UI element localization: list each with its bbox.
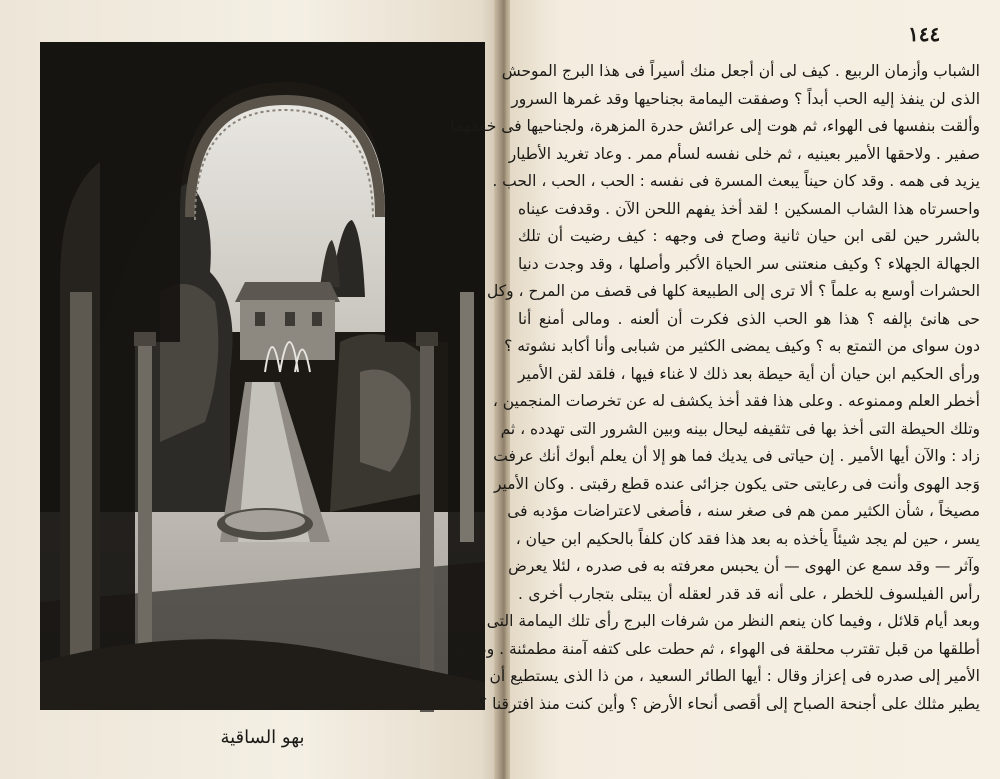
text-line: يزيد فى همه . وقد كان حيناً يبعث المسرة فى نفسه : الحب ، الحب ، الحب . (492, 172, 980, 190)
text-line: الشباب وأزمان الربيع . كيف لى أن أجعل منك أسيراً فى هذا البرج الموحش (501, 62, 980, 80)
text-line: رأس الفيلسوف للخطر ، على أنه قد قدر لعقله أن يبتلى بتجارب أخرى . (518, 584, 980, 603)
text-line: الذى لن ينفذ إليه الحب أبداً ؟ وصفقت اليمامة بجناحيها وقد غمرها السرور (511, 89, 980, 108)
photo-caption: بهو الساقية (220, 727, 305, 748)
body-text (450, 58, 980, 718)
text-line: يطير مثلك على أجنحة الصباح إلى أقصى أنحاء الأرض ؟ وأين كنت منذ افترقنا ؟ (478, 694, 980, 713)
text-line: أطلقها من قبل تقترب محلقة فى الهواء ، ثم حطت على كتفه آمنة مطمئنة . وضمها (452, 639, 980, 658)
text-line: وتلك الحيطة التى أخذ بها فى تثقيفه ليحال بينه وبين الشرور التى تهدده ، ثم (500, 419, 980, 438)
text-line: حى هانئ بإلفه ؟ هذا هو الحب الذى فكرت أن ألعنه . ومالى أمنع أنا (518, 309, 980, 328)
text-line: صفير . ولاحقها الأمير بعينيه ، ثم خلى نفسه لسأم ممر . وعاد تغريد الأطيار (508, 144, 980, 163)
text-line: الجهالة الجهلاء ؟ وكيف منعتنى سر الحياة الأكبر وأصلها ، وقد وجدت دنيا (518, 254, 980, 273)
text-line: أخطر العلم وممنوعه . وعلى هذا فقد أخذ يكشف له عن تخرصات المنجمين ، (492, 392, 980, 410)
text-line: وَجد الهوى وأنت فى رعايتى حتى يكون جزائى عنده قطع رقبتى . وكان الأمير (493, 474, 980, 493)
page-number: ١٤٤ (908, 22, 941, 46)
text-line: وآثر — وقد سمع عن الهوى — أن يحبس معرفته به فى صدره ، لئلا يعرض (508, 557, 980, 575)
text-line: دون سواى من التمتع به ؟ وكيف يمضى الكثير من شبابى وأنا أكابد نشوته ؟ (504, 337, 980, 355)
text-line: ورأى الحكيم ابن حيان أن أية حيطة بعد ذلك لا غناء فيها ، فلقد لقن الأمير (518, 364, 980, 383)
text-line: يسر ، حين لم يجد شيئاً يأخذه به بعد هذا فقد كان كلفاً بالحكيم ابن حيان ، (515, 529, 980, 548)
text-line: بالشرر حين لقى ابن حيان ثانية وصاح فى وجهه : كيف رضيت أن تلك (518, 227, 980, 245)
text-line: مصيخاً ، شأن الكثير ممن هم فى صغر سنه ، فأصغى لاعتراضات مؤدبه فى (507, 502, 980, 520)
text-line: الأمير إلى صدره فى إعزاز وقال : أيها الطائر السعيد ، من ذا الذى يستطيع أن (489, 667, 980, 685)
text-line: الحشرات أوسع به علماً ؟ ألا ترى إلى الطبيعة كلها فى قصف من المرح ، وكل (487, 282, 980, 300)
text-line: واحسرتاه هذا الشاب المسكين ! لقد أخذ يفهم اللحن الآن . وقدفت عيناه (518, 199, 980, 218)
garden-photograph (40, 42, 485, 710)
text-line: وألقت بنفسها فى الهواء، ثم هوت إلى عرائش حدرة المزهرة، ولجناحيها فى خفقهما (450, 117, 980, 135)
text-line: وبعد أيام قلائل ، وفيما كان ينعم النظر من شرفات البرج رأى تلك اليمامة التى (486, 612, 980, 630)
text-line: زاد : والآن أيها الأمير . إن حياتى فى يديك فما هو إلا أن يعلم أبوك أنك عرفت (493, 447, 980, 465)
